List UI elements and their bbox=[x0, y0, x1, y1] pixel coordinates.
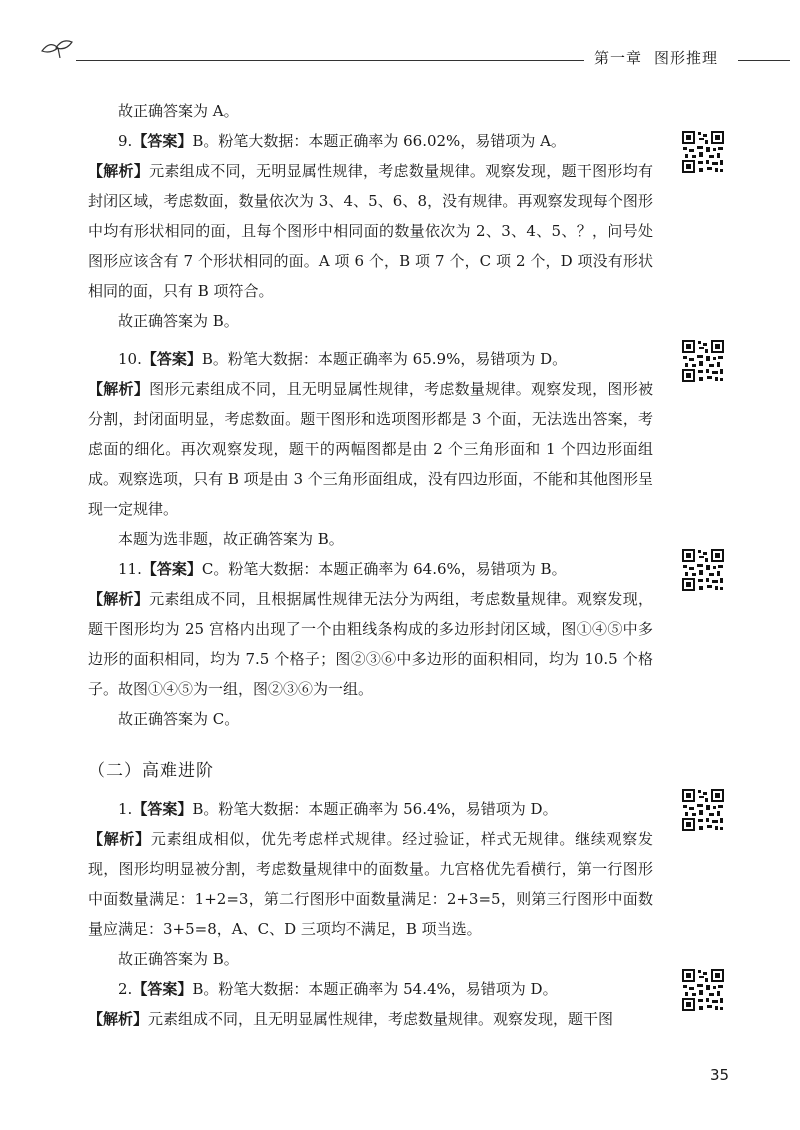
s2q1-analysis bbox=[88, 824, 653, 944]
chapter-title: 图形推理 bbox=[654, 49, 719, 67]
answer-tag: 【答案】 bbox=[132, 980, 193, 998]
section-heading: （二）高难进阶 bbox=[88, 761, 214, 781]
s2q1-analysis-text: 元素组成相似，优先考虑样式规律。经过验证，样式无规律。继续观察发现，图形均明显被分割，考虑数量规律中的面数量。九宫格优先看横行，第一行图形中面数量满足：1+2=3，第二行图形中面数量满足：2+3=5，则第三行图形中面数量应满足：3+5=8，A、C、D 三项均不满足，B 项当选。 bbox=[88, 830, 653, 938]
q10-analysis bbox=[88, 374, 653, 524]
q11-answer-line bbox=[88, 554, 653, 584]
q11-analysis bbox=[88, 584, 653, 704]
header-rule-right bbox=[738, 60, 790, 61]
answer-tag: 【答案】 bbox=[132, 800, 193, 818]
q10-analysis-text: 图形元素组成不同，且无明显属性规律，考虑数量规律。观察发现，图形被分割，封闭面明显，考虑数面。题干图形和选项图形都是 3 个面，无法选出答案，考虑面的细化。再次观察发现，题干的两幅图都是由 2 个三角形面和 1 个四边形面组成。观察选项，只有 B 项是由 3 个三角形面组成，没有四边形面，不能和其他图形呈现一定规律。 bbox=[88, 380, 653, 518]
q10-answer-text: B。粉笔大数据：本题正确率为 65.9%，易错项为 D。 bbox=[201, 350, 568, 368]
s2q2-analysis-text: 元素组成不同，且无明显属性规律，考虑数量规律。观察发现，题干图 bbox=[148, 1010, 614, 1028]
chapter-number: 第一章 bbox=[594, 49, 643, 67]
answer-tag: 【答案】 bbox=[132, 132, 193, 150]
analysis-tag: 【解析】 bbox=[88, 162, 150, 180]
chapter-heading bbox=[594, 47, 718, 68]
q9-number: 9. bbox=[118, 132, 133, 150]
q11-conclusion: 故正确答案为 C。 bbox=[118, 710, 240, 728]
page-header bbox=[0, 0, 800, 80]
qr-code-icon[interactable] bbox=[681, 548, 725, 592]
s2q1-answer-line bbox=[88, 794, 653, 824]
q9-conclusion: 故正确答案为 B。 bbox=[118, 312, 239, 330]
q10-number: 10. bbox=[118, 350, 142, 368]
s2q1-conclusion: 故正确答案为 B。 bbox=[118, 950, 239, 968]
q11-analysis-text: 元素组成不同，且根据属性规律无法分为两组，考虑数量规律。观察发现，题干图形均为 25 宫格内出现了一个由粗线条构成的多边形封闭区域，图①④⑤中多边形的面积相同，均为 7.5 个格子；图②③⑥中多边形的面积相同，均为 10.5 个格子。故图①④⑤为一组，图②③⑥为一组。 bbox=[88, 590, 653, 698]
q10-answer-line bbox=[88, 344, 653, 374]
s2q2-analysis bbox=[88, 1004, 653, 1034]
q9-answer-text: B。粉笔大数据：本题正确率为 66.02%，易错项为 A。 bbox=[192, 132, 566, 150]
leaf-sprout-icon bbox=[40, 36, 74, 58]
qr-code-icon[interactable] bbox=[681, 968, 725, 1012]
q11-number: 11. bbox=[118, 560, 142, 578]
s2q2-answer-text: B。粉笔大数据：本题正确率为 54.4%，易错项为 D。 bbox=[192, 980, 558, 998]
s2q1-number: 1. bbox=[118, 800, 133, 818]
q10-conclusion: 本题为选非题，故正确答案为 B。 bbox=[118, 530, 344, 548]
answer-conclusion: 故正确答案为 A。 bbox=[118, 102, 239, 120]
answer-tag: 【答案】 bbox=[141, 350, 202, 368]
analysis-tag: 【解析】 bbox=[88, 830, 151, 848]
page-content bbox=[88, 96, 653, 1034]
q9-analysis-text: 元素组成不同，无明显属性规律，考虑数量规律。观察发现，题干图形均有封闭区域，考虑数面，数量依次为 3、4、5、6、8，没有规律。再观察发现每个图形中均有形状相同的面，且每个图形中相同面的数量依次为 2、3、4、5、？，问号处图形应该含有 7 个形状相同的面。A 项 6 个，B 项 7 个，C 项 2 个，D 项没有形状相同的面，只有 B 项符合。 bbox=[88, 162, 653, 300]
answer-tag: 【答案】 bbox=[141, 560, 202, 578]
analysis-tag: 【解析】 bbox=[88, 590, 150, 608]
qr-code-icon[interactable] bbox=[681, 130, 725, 174]
analysis-tag: 【解析】 bbox=[88, 380, 150, 398]
q11-answer-text: C。粉笔大数据：本题正确率为 64.6%，易错项为 B。 bbox=[201, 560, 567, 578]
qr-code-icon[interactable] bbox=[681, 339, 725, 383]
analysis-tag: 【解析】 bbox=[88, 1010, 149, 1028]
page-number: 35 bbox=[710, 1066, 730, 1084]
header-rule-left bbox=[76, 60, 584, 61]
s2q1-answer-text: B。粉笔大数据：本题正确率为 56.4%，易错项为 D。 bbox=[192, 800, 558, 818]
s2q2-number: 2. bbox=[118, 980, 133, 998]
q9-answer-line bbox=[88, 126, 653, 156]
s2q2-answer-line bbox=[88, 974, 653, 1004]
q9-analysis bbox=[88, 156, 653, 306]
qr-code-icon[interactable] bbox=[681, 788, 725, 832]
